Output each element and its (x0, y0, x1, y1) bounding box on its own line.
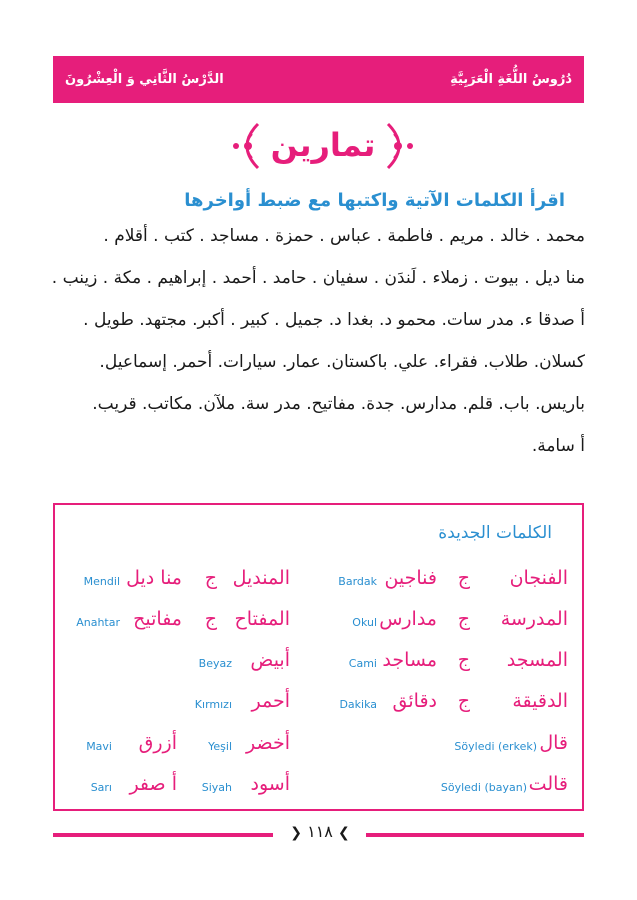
plural-marker: ج (457, 608, 470, 630)
vocab-translation: Söyledi (bayan) (440, 781, 527, 794)
vocab-translation: Okul (352, 616, 377, 629)
page-ornament-right-icon: ❮ (337, 825, 350, 841)
vocab-translation: Kırmızı (194, 698, 232, 711)
footer-rule-left (53, 833, 273, 837)
vocab-plural: مدارس (379, 608, 437, 630)
exercise-line: كسلان. طلاب. فقراء. علي. باكستان. عمار. سيارات. أحمر. إسماعيل. (99, 352, 585, 372)
vocab-word: المسجد (506, 649, 568, 671)
ornament-right-icon (382, 120, 418, 172)
exercise-line: منا ديل . بيوت . زملاء . لَندَن . سفيان . حامد . أحمد . إبراهيم . مكة . زينب . (51, 268, 585, 288)
vocab-word: أحمر (251, 690, 290, 712)
vocab-row (55, 649, 582, 679)
footer-rule-right (366, 833, 584, 837)
vocab-word: المنديل (232, 567, 290, 589)
vocab-row (55, 773, 582, 803)
vocab-row (55, 608, 582, 638)
plural-marker: ج (457, 567, 470, 589)
vocab-word: أخضر (246, 732, 290, 754)
page-ornament-left-icon: ❯ (290, 825, 303, 841)
lesson-title: الدَّرْسُ الثَّانِي وَ الْعِشْرُونَ (65, 72, 224, 87)
vocab-translation: Cami (348, 657, 377, 670)
vocab-word: المدرسة (500, 608, 568, 630)
vocab-word: أبيض (250, 649, 290, 671)
exercise-title: تمارين (270, 126, 376, 164)
vocab-translation: Dakika (339, 698, 377, 711)
exercise-line: محمد . خالد . مريم . فاطمة . عباس . حمزة . مساجد . كتب . أقلام . (103, 226, 585, 246)
vocab-translation: Bardak (338, 575, 377, 588)
plural-marker: ج (204, 608, 217, 630)
vocab-plural: فناجين (384, 567, 437, 589)
exercise-instruction: اقرأ الكلمات الآتية واكتبها مع ضبط أواخرها (184, 190, 565, 211)
vocab-translation: Sarı (90, 781, 112, 794)
vocab-plural: دقائق (392, 690, 437, 712)
exercise-line: أ سامة. (531, 436, 585, 456)
vocabulary-box (53, 503, 584, 811)
vocab-translation: Mavi (86, 740, 112, 753)
vocab-translation: Söyledi (erkek) (454, 740, 537, 753)
vocab-plural: منا ديل (126, 567, 182, 589)
page-number (284, 822, 356, 846)
vocabulary-title: الكلمات الجديدة (438, 523, 552, 543)
vocab-word: أزرق (138, 732, 177, 754)
book-title: دُرُوسُ اللُّغَةِ الْعَرَبِيَّةِ (450, 72, 572, 87)
vocab-translation: Anahtar (76, 616, 120, 629)
vocab-plural: مساجد (382, 649, 437, 671)
vocab-translation: Yeşil (208, 740, 232, 753)
vocab-word: الفنجان (509, 567, 568, 589)
vocab-word: المفتاح (234, 608, 290, 630)
vocab-word: قال (539, 732, 568, 754)
vocab-word: أسود (250, 773, 290, 795)
vocab-row (55, 690, 582, 720)
vocab-word: أ صفر (129, 773, 177, 795)
exercise-text (45, 226, 585, 478)
exercise-heading (228, 120, 418, 172)
page-number-value: ١١٨ (307, 822, 333, 841)
exercise-line: أ صدقا ء. مدر سات. محمو د. بغدا د. جميل . كبير . أكبر. مجتهد. طويل . (83, 310, 585, 330)
vocab-word: الدقيقة (512, 690, 568, 712)
plural-marker: ج (204, 567, 217, 589)
plural-marker: ج (457, 649, 470, 671)
page-header (53, 56, 584, 103)
vocab-row (55, 732, 582, 762)
plural-marker: ج (457, 690, 470, 712)
vocab-word: قالت (528, 773, 568, 795)
vocab-row (55, 567, 582, 597)
vocab-translation: Mendil (83, 575, 120, 588)
vocab-translation: Beyaz (198, 657, 232, 670)
exercise-line: باريس. باب. قلم. مدارس. جدة. مفاتيح. مدر سة. ملآن. مكاتب. قريب. (92, 394, 585, 414)
vocab-plural: مفاتيح (133, 608, 182, 630)
vocab-translation: Siyah (201, 781, 232, 794)
